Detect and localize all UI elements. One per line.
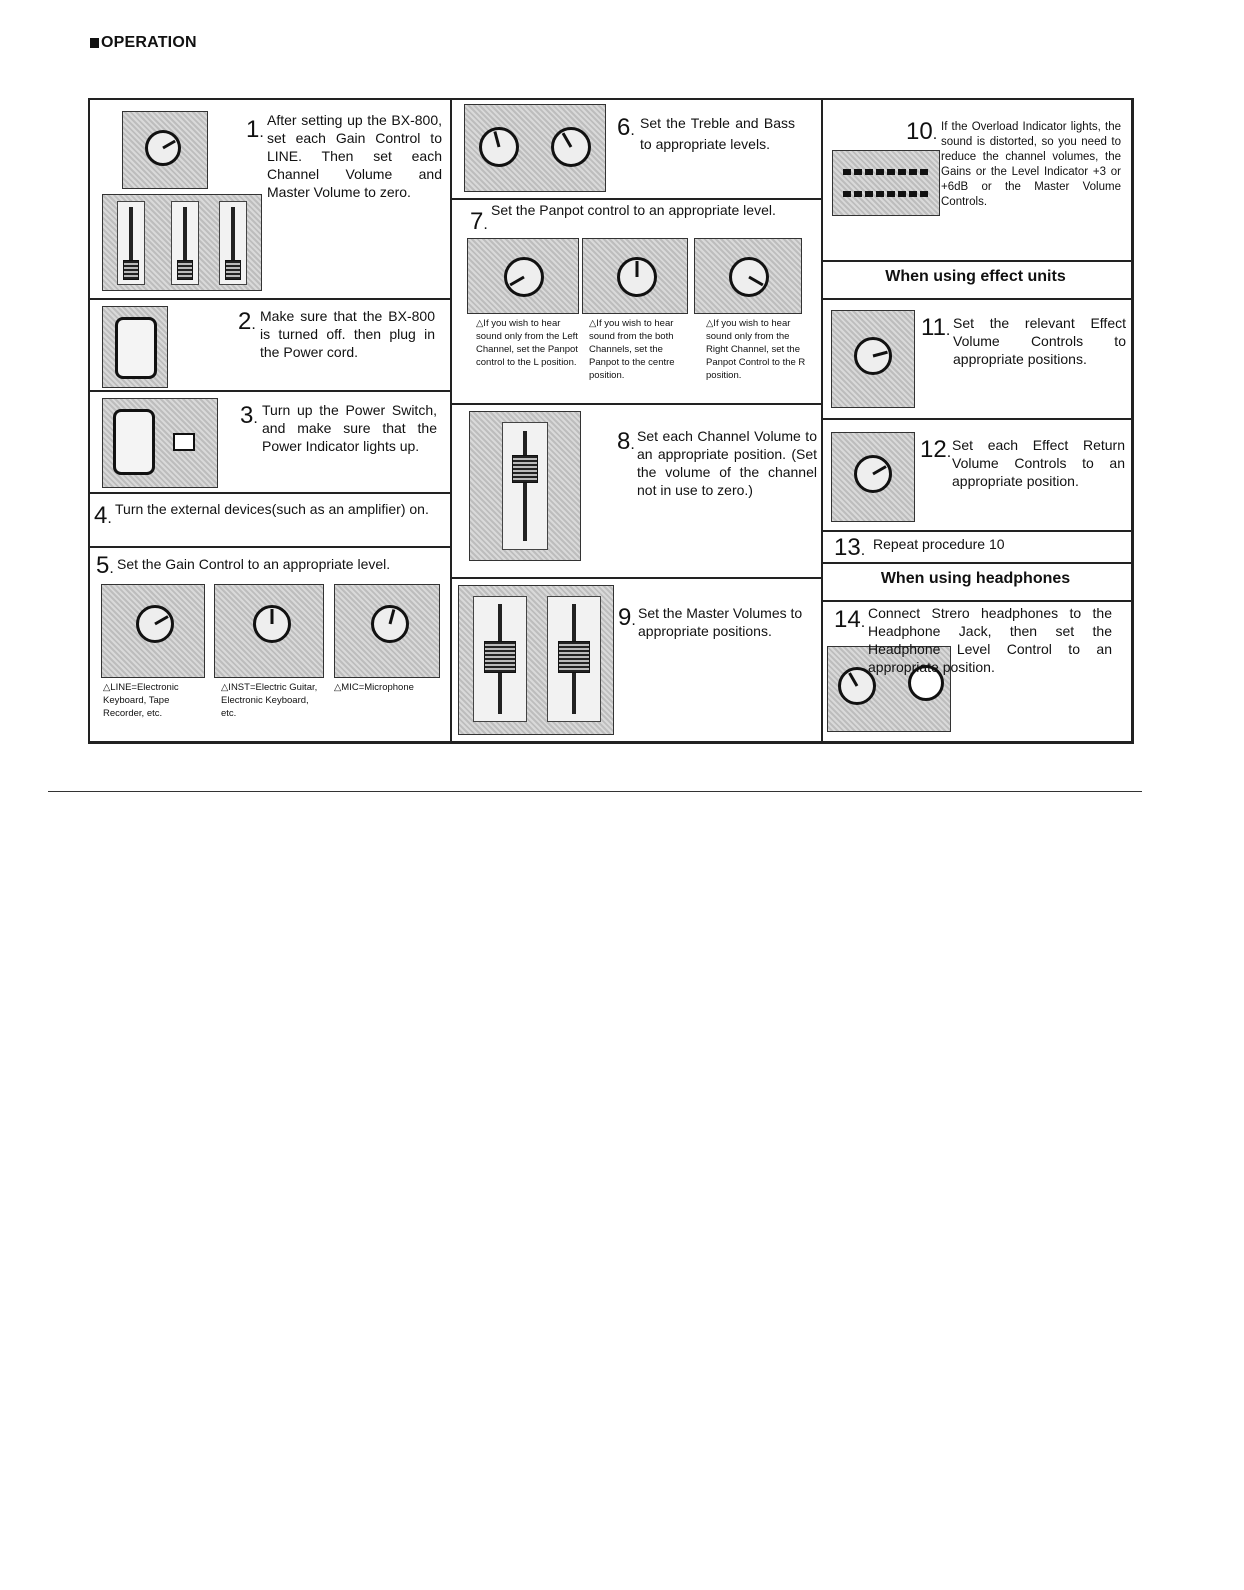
gain-mic-caption: △MIC=Microphone	[334, 682, 414, 693]
treble-knob-icon	[479, 127, 519, 167]
master-volume-photo	[458, 585, 614, 735]
step-2-number: 2 .	[238, 310, 256, 337]
effects-section-title: When using effect units	[885, 268, 1066, 285]
pan-right-caption: △If you wish to hear sound only from the Right Channel, set the Panpot Control to the R position.	[706, 318, 806, 381]
channel-volume-photo	[469, 411, 581, 561]
step-6-text: Set the Treble and Bass to appropriate levels.	[640, 115, 795, 152]
step-9-number: 9 .	[618, 606, 636, 633]
fader-icon	[219, 201, 247, 285]
panpot-knob-icon	[729, 257, 769, 297]
effect-knob-photo	[831, 310, 915, 408]
step-9-text: Set the Master Volumes to appropriate positions.	[638, 605, 803, 639]
step-11-text: Set the relevant Effect Volume Controls to appropriate positions.	[953, 315, 1126, 367]
fader-icon	[171, 201, 199, 285]
level-indicator-photo	[832, 150, 940, 216]
step-5-text: Set the Gain Control to an appropriate level.	[117, 556, 391, 572]
step-10-number: 10 .	[906, 120, 937, 147]
panpot-knob-icon	[504, 257, 544, 297]
treble-bass-photo	[464, 104, 606, 192]
step-12-text: Set each Effect Return Volume Controls to an appropriate position.	[952, 437, 1125, 489]
level-meter-icon	[843, 169, 929, 175]
pan-left-caption: △If you wish to hear sound only from the Left Channel, set the Panpot control to the L position.	[476, 318, 578, 368]
step-1-number: 1 .	[246, 118, 264, 145]
master-left-fader-icon	[473, 596, 527, 722]
panpot-left-photo	[467, 238, 579, 314]
gain-line-photo	[101, 584, 205, 678]
panpot-knob-icon	[617, 257, 657, 297]
gain-knob-photo	[122, 111, 208, 189]
gain-inst-caption: △INST=Electric Guitar, Electronic Keyboard, etc.	[221, 682, 318, 719]
step-1-text: After setting up the BX-800, set each Gain Control to LINE. Then set each Channel Volume and Master Volume to zero.	[267, 112, 442, 200]
step-4-number: 4 .	[94, 504, 112, 531]
step-7-text: Set the Panpot control to an appropriate level.	[491, 202, 776, 218]
step-13-text: Repeat procedure 10	[873, 536, 1005, 552]
bass-knob-icon	[551, 127, 591, 167]
gain-knob-icon	[136, 605, 174, 643]
panpot-right-photo	[694, 238, 802, 314]
effect-knob-icon	[854, 337, 892, 375]
step-11-number: 11 .	[921, 316, 950, 343]
gain-line-caption: △LINE=Electronic Keyboard, Tape Recorder, etc.	[103, 682, 179, 719]
step-8-number: 8 .	[617, 430, 635, 457]
step-13-number: 13 .	[834, 536, 865, 563]
gain-knob-icon	[371, 605, 409, 643]
headphones-section-title: When using headphones	[880, 570, 1071, 587]
gain-knob-icon	[253, 605, 291, 643]
bullet-square-icon	[90, 38, 99, 48]
step-3-text: Turn up the Power Switch, and make sure that the Power Indicator lights up.	[262, 402, 437, 454]
gain-inst-photo	[214, 584, 324, 678]
gain-mic-photo	[334, 584, 440, 678]
channel-volume-fader-icon	[502, 422, 548, 550]
step-10-text: If the Overload Indicator lights, the sound is distorted, so you need to reduce the channel volumes, the Gains or the Level Indicator +3 or +6dB or the Master Volume Controls.	[941, 121, 1121, 208]
step-14-number: 14 .	[834, 608, 865, 635]
step-5-number: 5 .	[96, 554, 114, 581]
pan-center-caption: △If you wish to hear sound from the both Channels, set the Panpot to the centre position.	[589, 318, 675, 381]
panpot-center-photo	[582, 238, 688, 314]
power-switch-photo	[102, 398, 218, 488]
power-cord-photo	[102, 306, 168, 388]
fader-icon	[117, 201, 145, 285]
step-3-number: 3 .	[240, 404, 258, 431]
level-meter-icon	[843, 191, 929, 197]
page-divider	[48, 791, 1142, 792]
step-14-text: Connect Strero headphones to the Headphone Jack, then set the Headphone Level Control to an appropriate position.	[868, 605, 1112, 675]
effect-return-knob-icon	[854, 455, 892, 493]
effect-return-knob-photo	[831, 432, 915, 522]
master-right-fader-icon	[547, 596, 601, 722]
step-8-text: Set each Channel Volume to an appropriate position. (Set the volume of the channel not in use to zero.)	[637, 428, 817, 498]
page-heading: OPERATION	[90, 34, 197, 52]
step-6-number: 6 .	[617, 116, 635, 143]
power-switch-icon	[115, 317, 157, 379]
channel-faders-photo	[102, 194, 262, 291]
step-4-text: Turn the external devices(such as an amplifier) on.	[115, 501, 429, 517]
gain-knob-icon	[145, 130, 181, 166]
step-7-number: 7 .	[470, 210, 488, 237]
power-indicator-icon	[173, 433, 195, 451]
step-2-text: Make sure that the BX-800 is turned off. then plug in the Power cord.	[260, 308, 435, 360]
step-12-number: 12 .	[920, 438, 951, 465]
power-switch-icon	[113, 409, 155, 475]
